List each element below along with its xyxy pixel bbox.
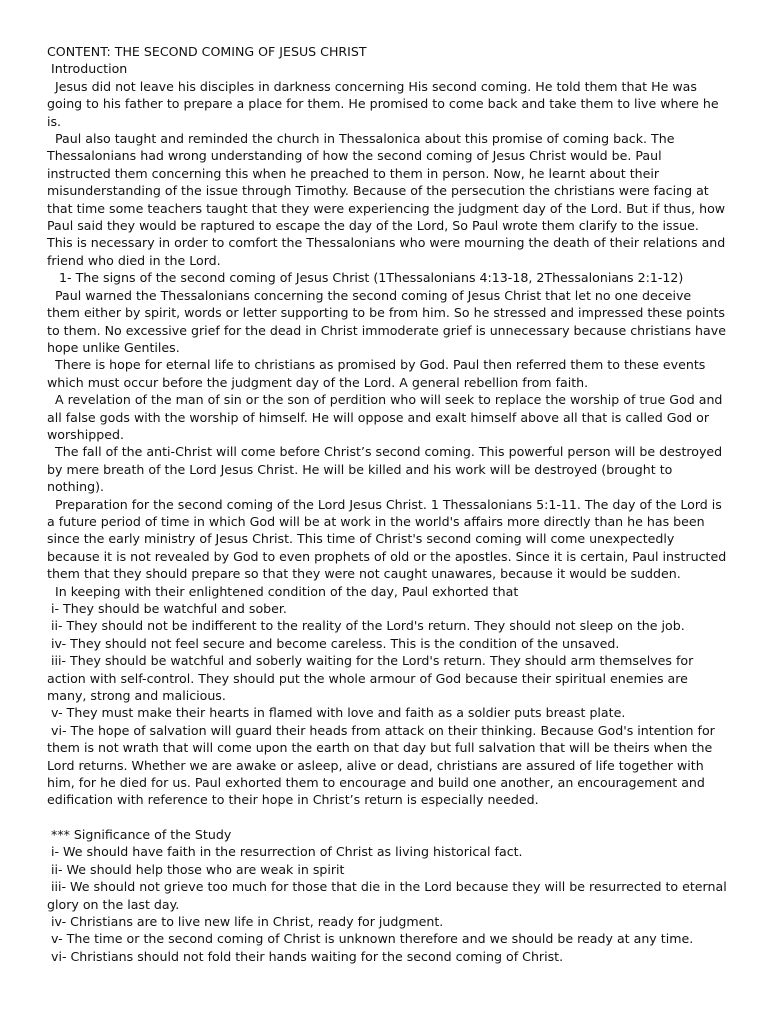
paragraph: Jesus did not leave his disciples in darkness concerning His second coming. He told them that He was going to his father to prepare a place for them. He promised to come back and take them to live where he is. bbox=[47, 78, 723, 129]
significance-item: vi- Christians should not fold their hands waiting for the second coming of Christ. bbox=[47, 948, 564, 964]
document-body bbox=[47, 43, 731, 965]
list-item: iii- They should be watchful and soberly waiting for the Lord's return. They should arm themselves for action with self-control. They should put the whole armour of God because their spiritual enemies are many, strong and malicious. bbox=[47, 653, 698, 704]
blank-line bbox=[47, 809, 727, 826]
significance-item: i- We should have faith in the resurrection of Christ as living historical fact. bbox=[47, 844, 523, 860]
significance-heading: *** Significance of the Study bbox=[47, 826, 232, 842]
significance-item: iii- We should not grieve too much for those that die in the Lord because they will be resurrected to eternal glory on the last day. bbox=[47, 879, 731, 912]
list-item: ii- They should not be indifferent to the reality of the Lord's return. They should not sleep on the job. bbox=[47, 618, 685, 634]
document-title: CONTENT: THE SECOND COMING OF JESUS CHRIST bbox=[47, 44, 367, 59]
paragraph: Paul warned the Thessalonians concerning the second coming of Jesus Christ that let no one deceive them either by spirit, words or letter supporting to be from him. So he stressed and impressed these points to them. No excessive grief for the dead in Christ immoderate grief is unnecessary because christians have hope unlike Gentiles. bbox=[47, 287, 730, 355]
list-item: v- They must make their hearts in flamed with love and faith as a soldier puts breast plate. bbox=[47, 705, 626, 721]
paragraph: The fall of the anti-Christ will come before Christ’s second coming. This powerful person will be destroyed by mere breath of the Lord Jesus Christ. He will be killed and his work will be destroyed (brought to nothing). bbox=[47, 444, 727, 495]
section-heading: 1- The signs of the second coming of Jesus Christ (1Thessalonians 4:13-18, 2Thessalonians 2:1-12) bbox=[47, 270, 684, 286]
paragraph: There is hope for eternal life to christians as promised by God. Paul then referred them to these events which must occur before the judgment day of the Lord. A general rebellion from faith. bbox=[47, 357, 710, 390]
paragraph: Preparation for the second coming of the Lord Jesus Christ. 1 Thessalonians 5:1-11. The day of the Lord is a future period of time in which God will be at work in the world's affairs more directly than he has been since the early ministry of Jesus Christ. This time of Christ's second coming will come unexpectedly because it is not revealed by God to even prophets of old or the apostles. Since it is certain, Paul instructed them that they should prepare so that they were not caught unawares, because it would be sudden. bbox=[47, 496, 731, 582]
significance-item: v- The time or the second coming of Christ is unknown therefore and we should be ready at any time. bbox=[47, 931, 694, 947]
significance-item: iv- Christians are to live new life in Christ, ready for judgment. bbox=[47, 913, 444, 929]
list-item: vi- The hope of salvation will guard their heads from attack on their thinking. Because God's intention for them is not wrath that will come upon the earth on that day but full salvation that will be theirs when the Lord returns. Whether we are awake or asleep, alive or dead, christians are assured of life together with him, for he died for us. Paul exhorted them to encourage and build one another, an encouragement and edification with reference to their hope in Christ’s return is especially needed. bbox=[47, 722, 719, 808]
list-item: iv- They should not feel secure and become careless. This is the condition of the unsaved. bbox=[47, 635, 620, 651]
significance-item: ii- We should help those who are weak in spirit bbox=[47, 861, 345, 877]
paragraph: In keeping with their enlightened condition of the day, Paul exhorted that bbox=[47, 583, 519, 599]
intro-heading: Introduction bbox=[47, 61, 128, 77]
list-item: i- They should be watchful and sober. bbox=[47, 601, 287, 616]
paragraph: Paul also taught and reminded the church in Thessalonica about this promise of coming back. The Thessalonians had wrong understanding of how the second coming of Jesus Christ would be. Paul instructed them concerning this when he preached to them in person. Now, he learnt about their misunderstanding of the issue through Timothy. Because of the persecution the christians were facing at that time some teachers taught that they were experiencing the judgment day of the Lord. But if thus, how Paul said they would be raptured to escape the day of the Lord, So Paul wrote them clarify to the issue. This is necessary in order to comfort the Thessalonians who were mourning the death of their relations and friend who died in the Lord. bbox=[47, 131, 730, 268]
paragraph: A revelation of the man of sin or the son of perdition who will seek to replace the worship of true God and all false gods with the worship of himself. He will oppose and exalt himself above all that is called God or worshipped. bbox=[47, 392, 727, 442]
